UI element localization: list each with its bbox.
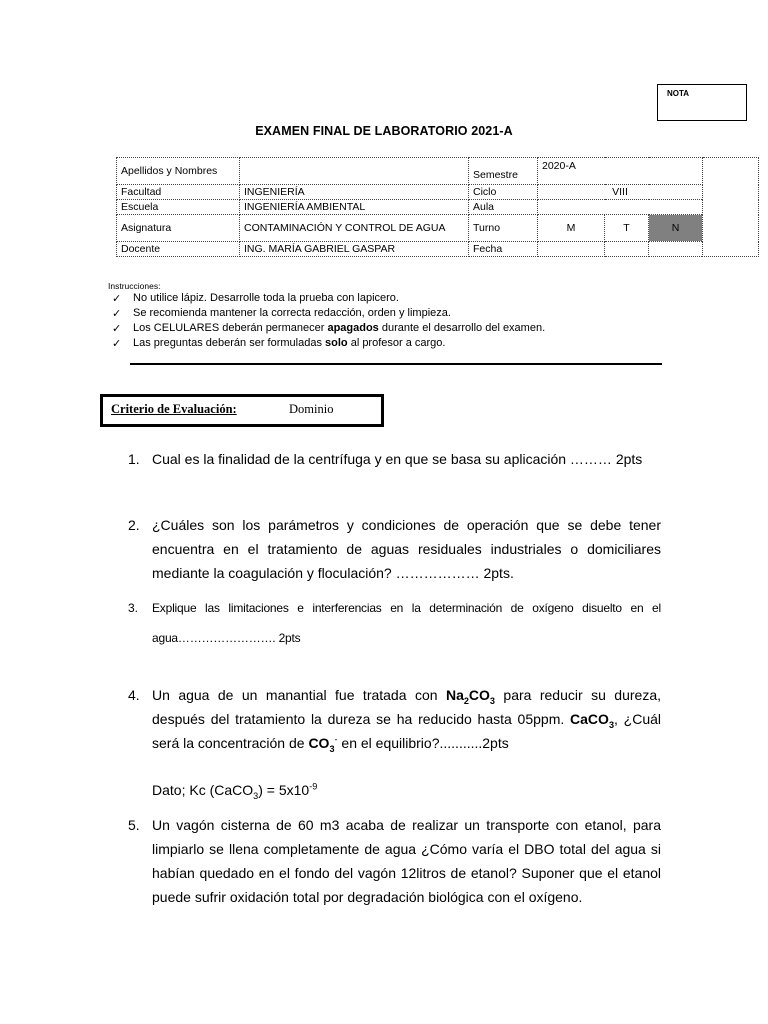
check-icon: ✓	[112, 337, 122, 350]
question-text: Explique las limitaciones e interferencias en la determinación de oxígeno disuelto en el agua……………………. 2pts	[152, 601, 661, 645]
instruction-text: Se recomienda mantener la correcta redacción, orden y limpieza.	[133, 307, 451, 319]
criteria-box	[100, 394, 384, 427]
facultad-label: Facultad	[117, 185, 240, 200]
blank-cell	[703, 158, 759, 257]
instruction-emphasis: solo	[325, 337, 348, 349]
list-item	[112, 291, 545, 306]
turno-n: N	[649, 215, 703, 242]
aula-value	[538, 200, 703, 215]
instruction-text: al profesor a cargo.	[347, 337, 446, 349]
apellidos-value	[240, 158, 469, 185]
question-data-line: Dato; Kc (CaCO$_3$) = $5x10^{-9}$	[152, 781, 318, 801]
student-info-table	[116, 157, 759, 257]
grade-label: NOTA	[667, 89, 690, 98]
fecha-label: Fecha	[469, 242, 538, 257]
question-number: 3.	[128, 601, 139, 615]
criteria-label: Criterio de Evaluación:	[111, 402, 237, 416]
semestre-label: Semestre	[469, 158, 538, 185]
turno-m: M	[538, 215, 605, 242]
question-number: 4.	[128, 687, 140, 703]
turno-t: T	[605, 215, 649, 242]
question-number: 5.	[128, 817, 140, 833]
question-text: ¿Cuáles son los parámetros y condiciones de operación que se debe tener encuentra en el tratamiento de aguas residuales industriales o domiciliares mediante la coagulación y floculación? ……………… 2pts.	[152, 517, 661, 581]
question-2	[128, 513, 661, 585]
list-item	[112, 321, 545, 336]
grade-box	[657, 84, 747, 121]
instructions-title: Instrucciones:	[108, 281, 161, 291]
asignatura-value: CONTAMINACIÓN Y CONTROL DE AGUA	[240, 215, 469, 242]
semestre-value: 2020-A	[538, 158, 703, 185]
table-row	[117, 215, 759, 242]
question-text: Cual es la finalidad de la centrífuga y en que se basa su aplicación ……… 2pts	[152, 451, 643, 467]
list-item	[112, 306, 545, 321]
criteria-value: Dominio	[289, 402, 334, 416]
table-row	[117, 185, 759, 200]
question-5	[128, 813, 661, 909]
question-number: 2.	[128, 517, 140, 533]
facultad-value: INGENIERÍA	[240, 185, 469, 200]
table-row	[117, 200, 759, 215]
question-text: Un agua de un manantial fue tratada con $Na_2CO_3$ para reducir su dureza, después del tratamiento la dureza se ha reducido hasta 05ppm. CaCO$_3$, ¿Cuál será la concentración de $CO_3^-$ en el equilibrio?...........2pts	[152, 687, 662, 754]
table-row	[117, 242, 759, 257]
apellidos-label: Apellidos y Nombres	[117, 158, 240, 185]
question-text: Un vagón cisterna de 60 m3 acaba de realizar un transporte con etanol, para limpiarlo se llena completamente de agua ¿Cómo varía el DBO total del agua si habían quedado en el fondo del vagón 12litros de etanol? Suponer que el etanol puede sufrir oxidación total por degradación biológica con el oxígeno.	[152, 817, 661, 905]
question-3	[128, 593, 661, 653]
check-icon: ✓	[112, 292, 122, 305]
asignatura-label: Asignatura	[117, 215, 240, 242]
docente-label: Docente	[117, 242, 240, 257]
question-1	[128, 447, 661, 471]
fecha-cell-1	[538, 242, 605, 257]
escuela-value: INGENIERÍA AMBIENTAL	[240, 200, 469, 215]
escuela-label: Escuela	[117, 200, 240, 215]
fecha-cell-3	[649, 242, 703, 257]
instruction-text: No utilice lápiz. Desarrolle toda la prueba con lapicero.	[133, 292, 399, 304]
instruction-text: Las preguntas deberán ser formuladas	[133, 337, 326, 349]
instruction-emphasis: apagados	[327, 322, 379, 334]
question-number: 1.	[128, 451, 140, 467]
turno-label: Turno	[469, 215, 538, 242]
table-row	[117, 158, 759, 185]
check-icon: ✓	[112, 322, 122, 335]
instruction-text: Los CELULARES deberán permanecer	[133, 322, 328, 334]
instructions-list	[112, 291, 545, 351]
docente-value: ING. MARÍA GABRIEL GASPAR	[240, 242, 469, 257]
ciclo-label: Ciclo	[469, 185, 538, 200]
question-4	[128, 683, 661, 802]
list-item	[112, 336, 545, 351]
ciclo-value: VIII	[538, 185, 703, 200]
instruction-text: durante el desarrollo del examen.	[378, 322, 546, 334]
exam-title: EXAMEN FINAL DE LABORATORIO 2021-A	[255, 124, 513, 138]
divider	[130, 363, 662, 365]
aula-label: Aula	[469, 200, 538, 215]
check-icon: ✓	[112, 307, 122, 320]
fecha-cell-2	[605, 242, 649, 257]
